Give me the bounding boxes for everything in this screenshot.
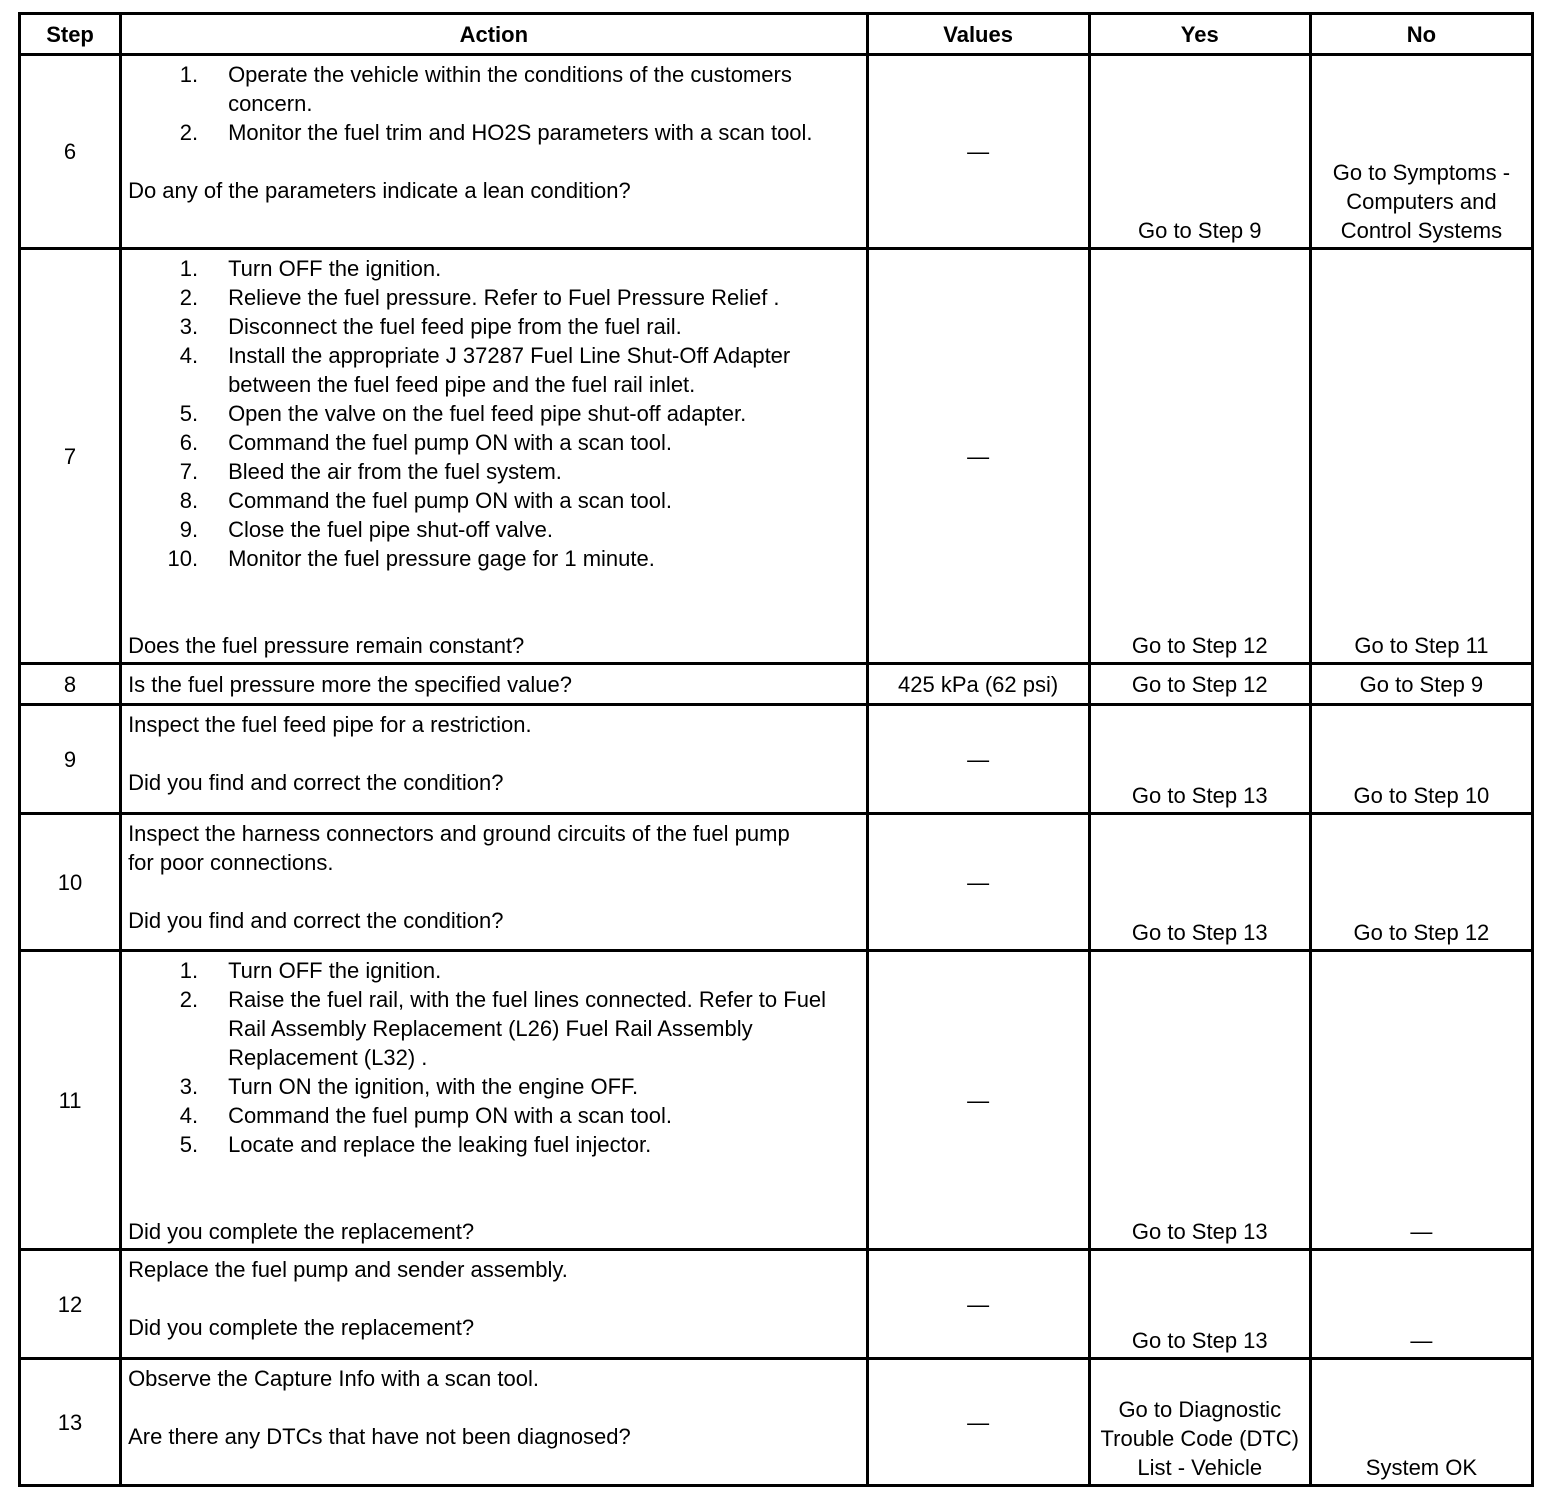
header-action: Action: [121, 14, 867, 55]
header-row: [20, 14, 1533, 55]
list-item: 10. Monitor the fuel pressure gage for 1 minute.: [167, 546, 655, 571]
table-row: [20, 951, 1533, 1250]
table-row: [20, 814, 1533, 951]
action-question: Do any of the parameters indicate a lean condition?: [128, 178, 631, 203]
list-item: 1. Turn OFF the ignition.: [179, 958, 442, 983]
table-row: [20, 664, 1533, 705]
list-item: 3. Turn ON the ignition, with the engine OFF.: [179, 1074, 639, 1099]
no-cell: —: [1310, 951, 1532, 1250]
header-no: No: [1310, 14, 1532, 55]
no-cell: Go to Step 9: [1310, 664, 1532, 705]
list-item: 7. Bleed the air from the fuel system.: [179, 459, 562, 484]
table-row: [20, 55, 1533, 249]
no-cell: Go to Step 11: [1310, 249, 1532, 664]
list-item: 6. Command the fuel pump ON with a scan tool.: [179, 430, 672, 455]
no-cell: System OK: [1310, 1359, 1532, 1486]
no-cell: Go to Step 12: [1310, 814, 1532, 951]
no-cell: —: [1310, 1250, 1532, 1359]
value-cell: 425 kPa (62 psi): [867, 664, 1089, 705]
value-cell: —: [867, 814, 1089, 951]
action-cell: [121, 55, 867, 249]
list-item: 4. Command the fuel pump ON with a scan tool.: [179, 1103, 672, 1128]
action-cell: [121, 705, 867, 814]
step-number: 13: [20, 1359, 121, 1486]
step-number: 11: [20, 951, 121, 1250]
list-item: 2. Monitor the fuel trim and HO2S parameters with a scan tool.: [179, 120, 813, 145]
list-item: 2. Raise the fuel rail, with the fuel lines connected. Refer to Fuel Rail Assembly Replacement (L26) Fuel Rail Assembly Replacement (L32) .: [179, 987, 827, 1070]
step-number: 12: [20, 1250, 121, 1359]
yes-cell: Go to Step 12: [1089, 249, 1310, 664]
action-question: Did you complete the replacement?: [128, 1219, 475, 1244]
action-question: Did you complete the replacement?: [128, 1315, 475, 1340]
header-yes: Yes: [1089, 14, 1310, 55]
step-number: 7: [20, 249, 121, 664]
list-item: 1. Operate the vehicle within the conditions of the customers concern.: [179, 62, 792, 116]
action-text: Replace the fuel pump and sender assembly.: [128, 1257, 568, 1282]
yes-cell: Go to Step 13: [1089, 951, 1310, 1250]
action-question: Did you find and correct the condition?: [128, 770, 504, 795]
step-number: 8: [20, 664, 121, 705]
action-cell: Is the fuel pressure more the specified value?: [121, 664, 867, 705]
yes-cell: Go to Step 9: [1089, 55, 1310, 249]
action-text: Inspect the harness connectors and ground circuits of the fuel pump for poor connections.: [128, 821, 790, 875]
list-item: 5. Locate and replace the leaking fuel injector.: [179, 1132, 652, 1157]
value-cell: —: [867, 1250, 1089, 1359]
action-text: Inspect the fuel feed pipe for a restriction.: [128, 712, 532, 737]
yes-cell: Go to Step 12: [1089, 664, 1310, 705]
value-cell: —: [867, 249, 1089, 664]
yes-cell: Go to Step 13: [1089, 814, 1310, 951]
action-question: Did you find and correct the condition?: [128, 908, 504, 933]
table-row: [20, 1250, 1533, 1359]
step-number: 6: [20, 55, 121, 249]
yes-cell: Go to Step 13: [1089, 1250, 1310, 1359]
action-cell: [121, 1250, 867, 1359]
value-cell: —: [867, 951, 1089, 1250]
value-cell: —: [867, 55, 1089, 249]
list-item: 4. Install the appropriate J 37287 Fuel Line Shut-Off Adapter between the fuel feed pipe and the fuel rail inlet.: [179, 343, 791, 397]
header-step: Step: [20, 14, 121, 55]
list-item: 5. Open the valve on the fuel feed pipe shut-off adapter.: [179, 401, 747, 426]
yes-cell: Go to Step 13: [1089, 705, 1310, 814]
action-cell: [121, 249, 867, 664]
no-cell: Go to Symptoms - Computers and Control Systems: [1310, 55, 1532, 249]
header-values: Values: [867, 14, 1089, 55]
action-question: Are there any DTCs that have not been diagnosed?: [128, 1424, 631, 1449]
no-cell: Go to Step 10: [1310, 705, 1532, 814]
action-question: Does the fuel pressure remain constant?: [128, 633, 525, 658]
step-number: 9: [20, 705, 121, 814]
list-item: 2. Relieve the fuel pressure. Refer to Fuel Pressure Relief .: [179, 285, 780, 310]
action-text: Observe the Capture Info with a scan tool.: [128, 1366, 539, 1391]
action-cell: [121, 951, 867, 1250]
list-item: 8. Command the fuel pump ON with a scan tool.: [179, 488, 672, 513]
value-cell: —: [867, 1359, 1089, 1486]
step-number: 10: [20, 814, 121, 951]
diagnostic-table: [18, 12, 1534, 1487]
table-row: [20, 249, 1533, 664]
list-item: 3. Disconnect the fuel feed pipe from the fuel rail.: [179, 314, 682, 339]
table-row: [20, 1359, 1533, 1486]
table-row: [20, 705, 1533, 814]
list-item: 1. Turn OFF the ignition.: [179, 256, 442, 281]
list-item: 9. Close the fuel pipe shut-off valve.: [179, 517, 553, 542]
yes-cell: Go to Diagnostic Trouble Code (DTC) List - Vehicle: [1089, 1359, 1310, 1486]
action-cell: [121, 814, 867, 951]
action-cell: [121, 1359, 867, 1486]
value-cell: —: [867, 705, 1089, 814]
